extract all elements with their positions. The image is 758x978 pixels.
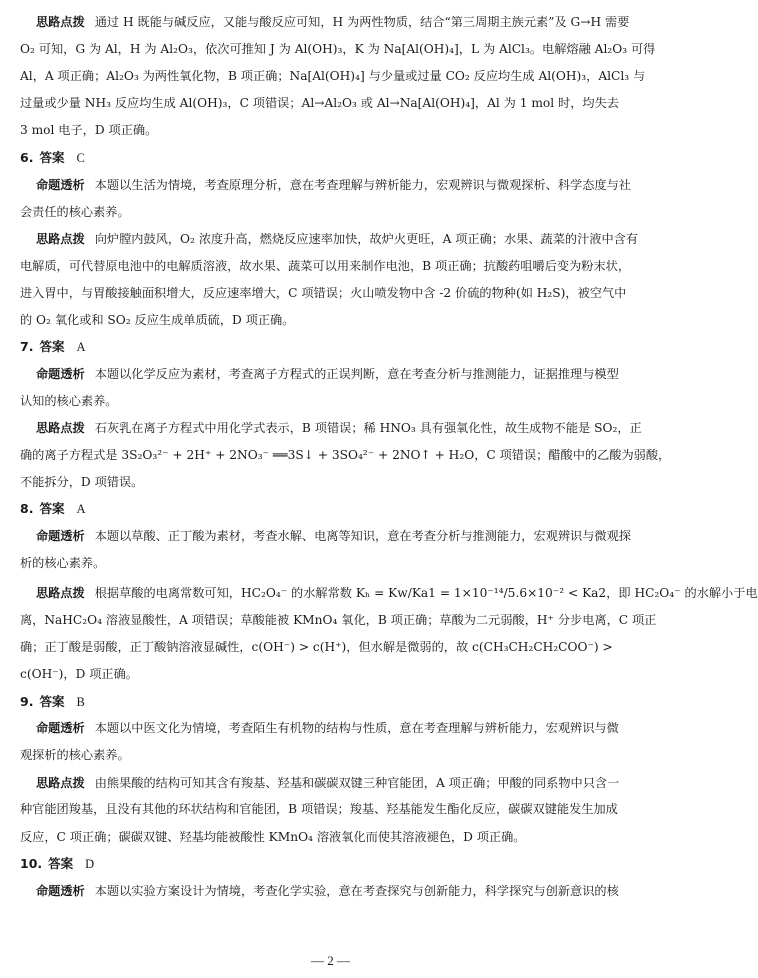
paragraph-text: 离，NaHC₂O₄ 溶液显酸性，A 项错误；草酸能被 KMnO₄ 氧化，B 项正确；草酸为二元弱酸，H⁺ 分步电离，C 项正 [20, 613, 657, 627]
answer-label: 答案 [39, 339, 65, 354]
answer-label: 答案 [39, 694, 65, 709]
paragraph-line [20, 312, 645, 328]
paragraph-text: 过量或少量 NH₃ 反应均生成 Al(OH)₃，C 项错误；Al→Al₂O₃ 或 Al→Na[Al(OH)₄]，Al 为 1 mol 时，均失去 [20, 96, 619, 110]
paragraph-line [20, 747, 645, 763]
paragraph-line [20, 474, 645, 490]
paragraph-text: c(OH⁻)，D 项正确。 [20, 667, 138, 681]
paragraph-line [36, 528, 646, 544]
paragraph-line [20, 447, 671, 463]
paragraph-text: 本题以草酸、正丁酸为素材，考查水解、电离等知识，意在考查分析与推测能力，宏观辨识与微观探 [94, 529, 631, 543]
paragraph-text: 本题以化学反应为素材，考查离子方程式的正误判断，意在考查分析与推测能力，证据推理与模型 [94, 367, 619, 381]
section-label: 思路点拨 [36, 586, 85, 600]
paragraph-text: 3 mol 电子，D 项正确。 [20, 123, 158, 137]
answer-label: 答案 [39, 501, 65, 516]
question-answer-line [20, 501, 645, 517]
paragraph-line [20, 639, 645, 655]
paragraph-text: 的 O₂ 氧化或和 SO₂ 反应生成单质硫，D 项正确。 [20, 313, 295, 327]
paragraph-line [20, 285, 645, 301]
question-number: 8. [20, 501, 34, 516]
paragraph-line [20, 95, 645, 111]
section-label: 思路点拨 [36, 776, 85, 790]
paragraph-line [36, 231, 646, 247]
paragraph-text: 进入胃中，与胃酸接触面积增大，反应速率增大，C 项错误；火山喷发物中含 -2 价硫的物种(如 H₂S)，被空气中 [20, 286, 627, 300]
paragraph-text: 本题以生活为情境，考查原理分析，意在考查理解与辨析能力，宏观辨识与微观探析、科学态度与社 [94, 178, 631, 192]
question-answer-line [20, 694, 645, 710]
answer-letter: A [76, 340, 86, 354]
paragraph-text: Al，A 项正确；Al₂O₃ 为两性氧化物，B 项正确；Na[Al(OH)₄] 与少量或过量 CO₂ 反应均生成 Al(OH)₃，AlCl₃ 与 [20, 69, 646, 83]
paragraph-line [20, 666, 645, 682]
paragraph-text: 本题以中医文化为情境，考查陌生有机物的结构与性质，意在考查理解与辨析能力，宏观辨识与微 [94, 721, 619, 735]
paragraph-text: 反应，C 项正确；碳碳双键、羟基均能被酸性 KMnO₄ 溶液氧化而使其溶液褪色，D 项正确。 [20, 830, 526, 844]
paragraph-text: 种官能团羧基，且没有其他的环状结构和官能团，B 项错误；羧基、羟基能发生酯化反应，碳碳双键能发生加成 [20, 802, 618, 816]
paragraph-line [36, 775, 646, 791]
paragraph-line [20, 204, 645, 220]
paragraph-line [20, 122, 645, 138]
paragraph-text: 由熊果酸的结构可知其含有羧基、羟基和碳碳双键三种官能团，A 项正确；甲酸的同系物中只含一 [94, 776, 620, 790]
page-number: — 2 — [311, 953, 350, 968]
paragraph-line [20, 612, 657, 628]
paragraph-text: 认知的核心素养。 [20, 394, 118, 408]
paragraph-line [20, 393, 645, 409]
paragraph-text: O₂ 可知，G 为 Al，H 为 Al₂O₃，依次可推知 J 为 Al(OH)₃，K 为 Na[Al(OH)₄]，L 为 AlCl₃。电解熔融 Al₂O₃ 可得 [20, 42, 656, 56]
paragraph-text: 根据草酸的电离常数可知，HC₂O₄⁻ 的水解常数 Kₕ = Kw/Ka1 = 1×10⁻¹⁴/5.6×10⁻² < Ka2，即 HC₂O₄⁻ 的水解小于电 [94, 586, 758, 600]
section-label: 命题透析 [36, 178, 85, 192]
paragraph-text: 向炉膛内鼓风，O₂ 浓度升高，燃烧反应速率加快，故炉火更旺，A 项正确；水果、蔬菜的汁液中含有 [94, 232, 639, 246]
section-label: 命题透析 [36, 884, 85, 898]
paragraph-text: 电解质，可代替原电池中的电解质溶液，故水果、蔬菜可以用来制作电池，B 项正确；抗酸药咀嚼后变为粉末状， [20, 259, 631, 273]
question-answer-line [20, 150, 645, 166]
question-number: 7. [20, 339, 34, 354]
question-answer-line [20, 856, 645, 872]
section-label: 命题透析 [36, 367, 85, 381]
paragraph-line [20, 801, 645, 817]
paragraph-text: 确的离子方程式是 3S₂O₃²⁻ + 2H⁺ + 2NO₃⁻ ══3S↓ + 3SO₄²⁻ + 2NO↑ + H₂O，C 项错误；醋酸中的乙酸为弱酸， [20, 448, 671, 462]
section-label: 思路点拨 [36, 421, 85, 435]
paragraph-text: 确；正丁酸是弱酸，正丁酸钠溶液显碱性，c(OH⁻) > c(H⁺)，但水解是微弱的，故 c(CH₃CH₂CH₂COO⁻) > [20, 640, 613, 654]
question-answer-line [20, 339, 645, 355]
paragraph-line [20, 829, 645, 845]
paragraph-text: 石灰乳在离子方程式中用化学式表示，B 项错误；稀 HNO₃ 具有强氧化性，故生成物不能是 SO₂，正 [94, 421, 642, 435]
paragraph-text: 观探析的核心素养。 [20, 748, 130, 762]
section-label: 思路点拨 [36, 15, 85, 29]
question-number: 10. [20, 856, 43, 871]
paragraph-line [20, 68, 645, 84]
section-label: 命题透析 [36, 529, 85, 543]
question-number: 6. [20, 150, 34, 165]
paragraph-line [20, 41, 656, 57]
paragraph-line [36, 883, 646, 899]
paragraph-line [20, 555, 645, 571]
section-label: 思路点拨 [36, 232, 85, 246]
paragraph-text: 本题以实验方案设计为情境，考查化学实验，意在考查探究与创新能力，科学探究与创新意识的核 [94, 884, 619, 898]
answer-label: 答案 [39, 150, 65, 165]
paragraph-line [20, 258, 645, 274]
answer-letter: C [76, 151, 85, 165]
paragraph-text: 会责任的核心素养。 [20, 205, 130, 219]
answer-letter: B [76, 695, 85, 709]
paragraph-line [36, 14, 646, 30]
paragraph-text: 通过 H 既能与碱反应，又能与酸反应可知，H 为两性物质，结合“第三周期主族元素”及 G→H 需要 [94, 15, 630, 29]
answer-letter: A [76, 502, 86, 516]
answer-letter: D [85, 857, 95, 871]
answer-label: 答案 [48, 856, 74, 871]
section-label: 命题透析 [36, 721, 85, 735]
paragraph-text: 析的核心素养。 [20, 556, 106, 570]
paragraph-text: 不能拆分，D 项错误。 [20, 475, 144, 489]
paragraph-line [36, 720, 646, 736]
paragraph-line [36, 366, 646, 382]
question-number: 9. [20, 694, 34, 709]
paragraph-line [36, 585, 758, 601]
paragraph-line [36, 420, 646, 436]
paragraph-line [36, 177, 646, 193]
